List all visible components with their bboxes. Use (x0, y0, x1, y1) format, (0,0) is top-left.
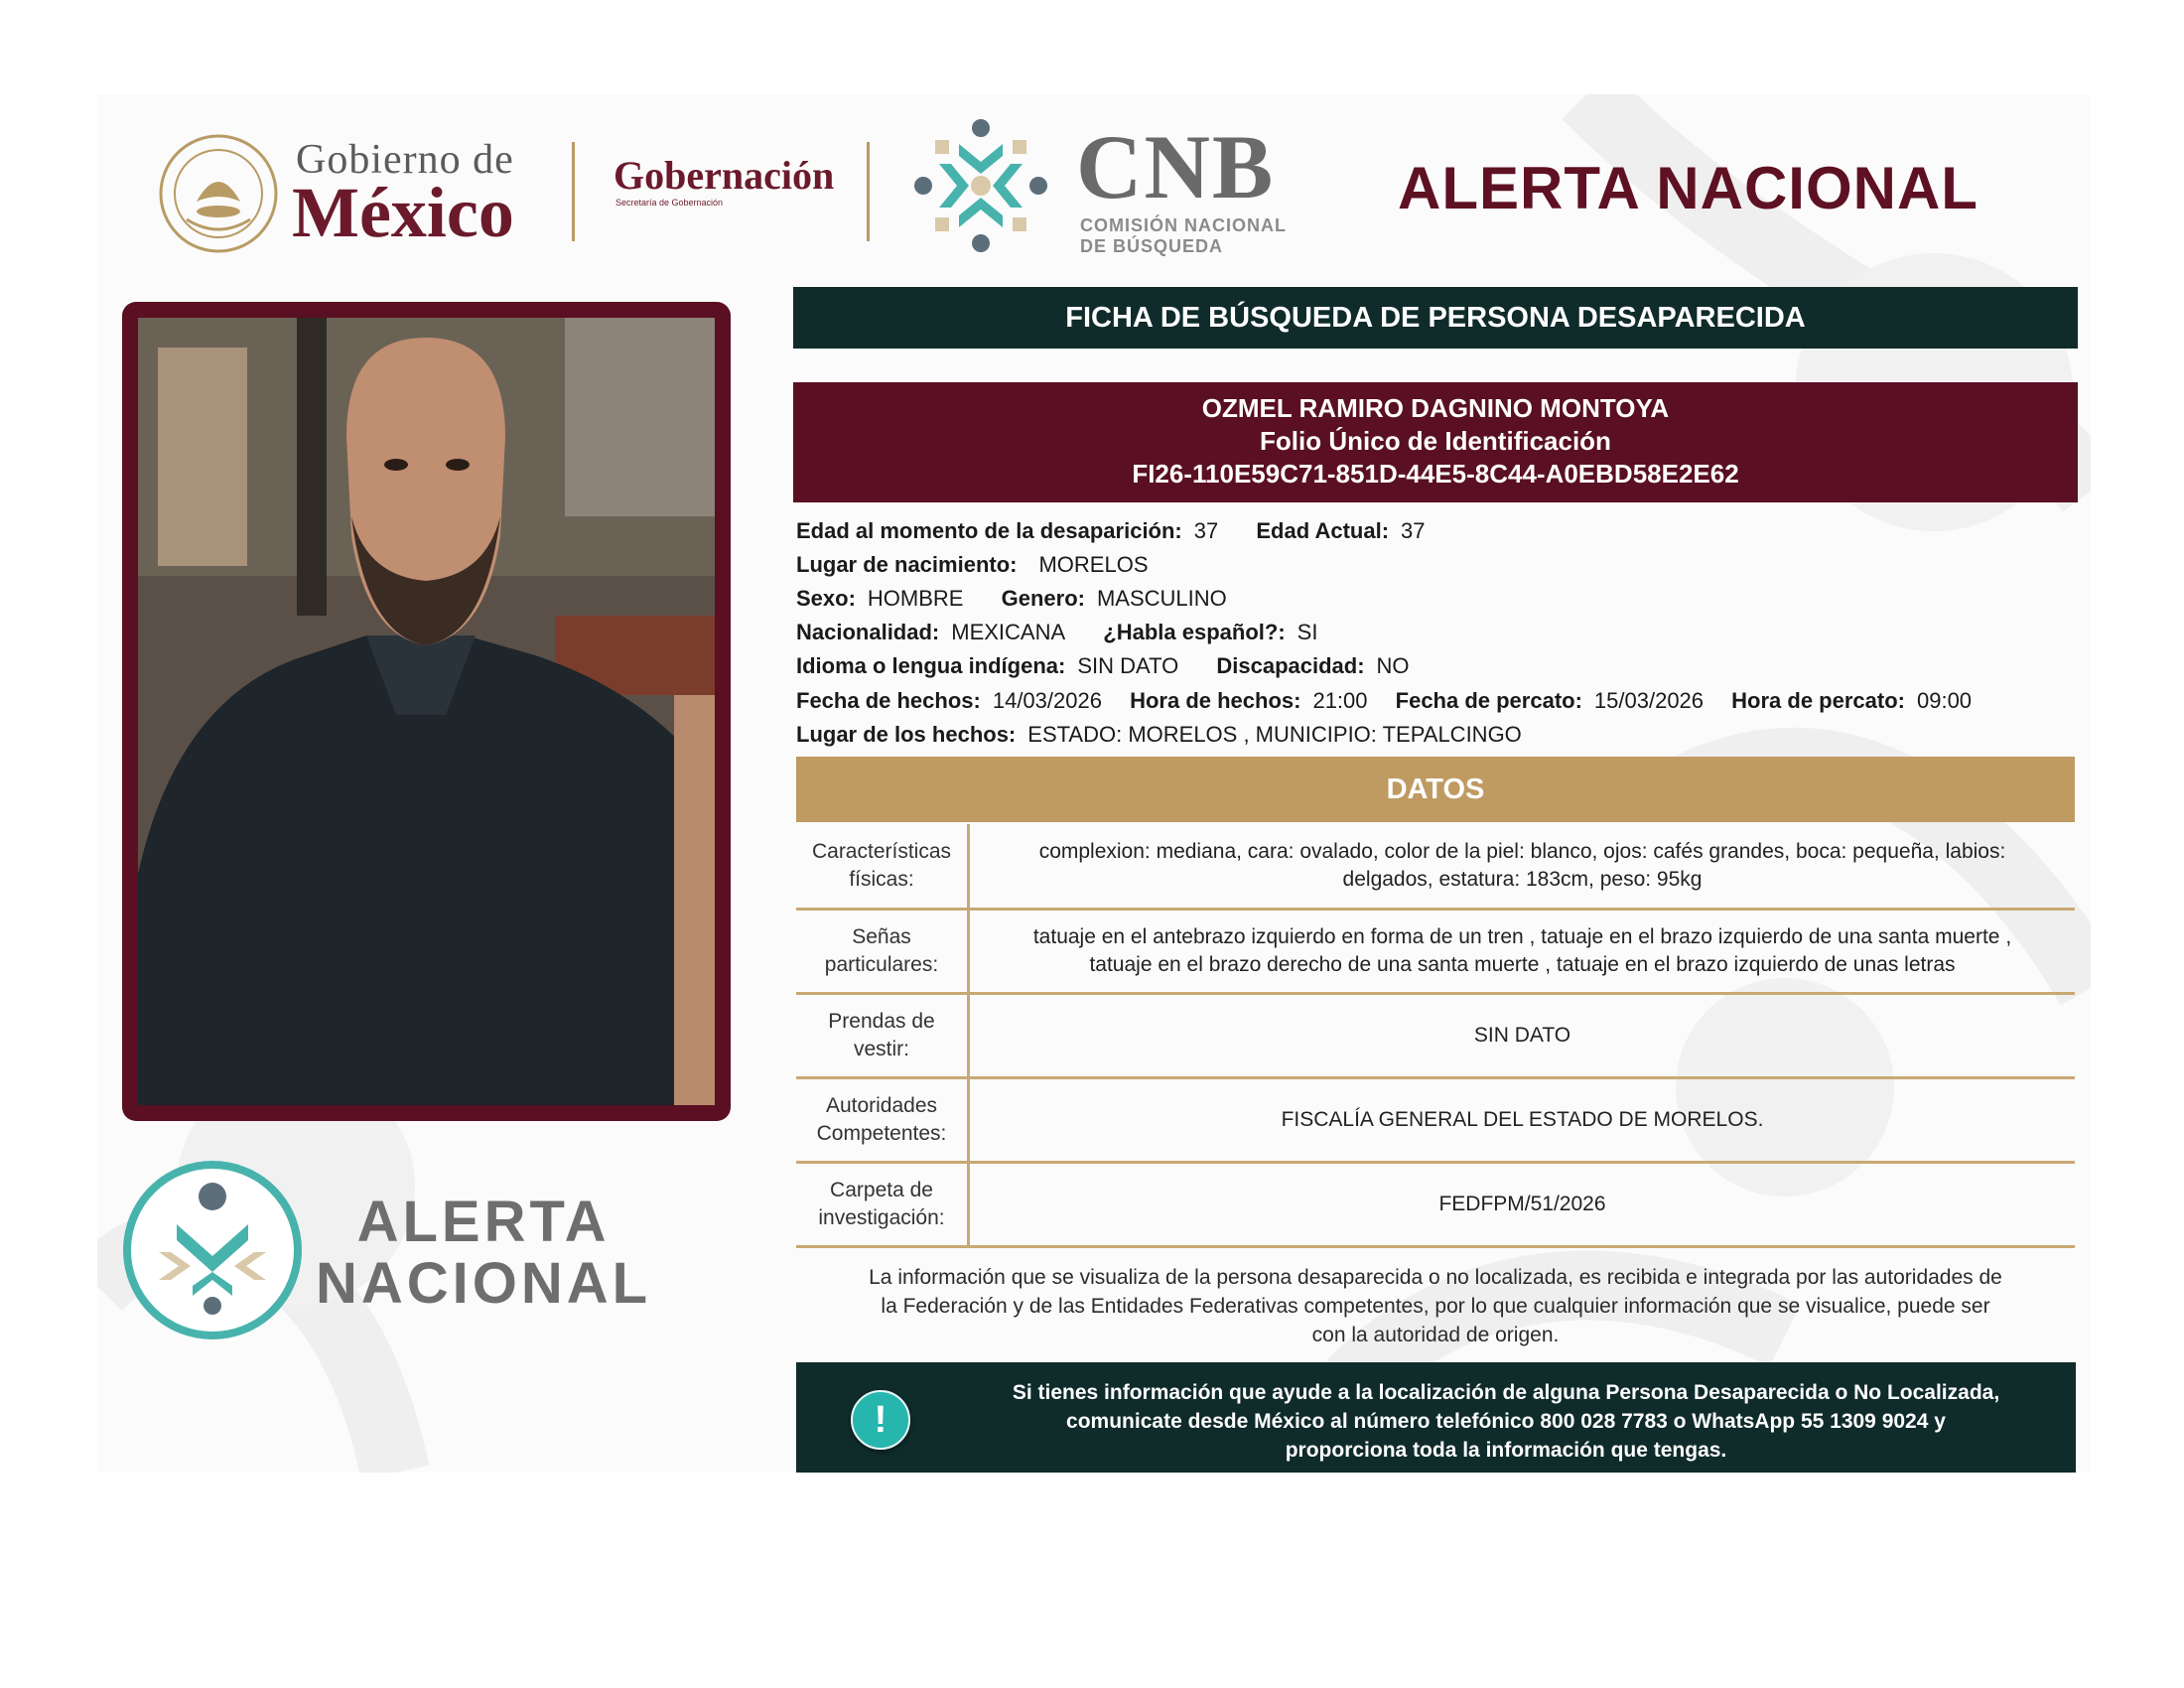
header-divider (572, 142, 575, 241)
row-label-line: Señas (852, 924, 911, 948)
field-value: MASCULINO (1096, 586, 1227, 611)
row-label (796, 1077, 969, 1162)
field-value: ESTADO: MORELOS , MUNICIPIO: TEPALCINGO (1027, 722, 1522, 747)
row-label-line: Características (811, 839, 952, 863)
row-value (969, 1162, 2076, 1246)
field-label: Lugar de nacimiento: (796, 552, 1018, 577)
row-label-line: Prendas de (828, 1009, 935, 1033)
details-row (796, 620, 1349, 645)
row-value (969, 1077, 2076, 1162)
table-row (796, 824, 2075, 909)
details-row (796, 688, 1972, 714)
alerta-nacional-wordmark (316, 1192, 651, 1315)
row-value-line: complexion: mediana, cara: ovalado, color de la piel: blanco, ojos: cafés grandes, boca: pequeña, labios: (1038, 839, 2006, 863)
cnb-subtitle (1080, 215, 1287, 257)
field-label: Edad al momento de la desaparición: (796, 518, 1182, 543)
field-value: 09:00 (1916, 688, 1973, 713)
row-label-line: particulares: (824, 952, 939, 976)
field-label: Fecha de hechos: (796, 688, 981, 713)
field-value: MEXICANA (951, 620, 1066, 644)
details-row (796, 518, 1457, 544)
field-value: 15/03/2026 (1593, 688, 1705, 713)
details-row (796, 552, 1180, 578)
row-label-line: Carpeta de (830, 1178, 933, 1201)
field-label: Lugar de los hechos: (796, 722, 1017, 747)
row-value-line: FEDFPM/51/2026 (1438, 1192, 1606, 1215)
field-value: 14/03/2026 (992, 688, 1102, 713)
exclamation-icon: ! (851, 1390, 910, 1450)
cnb-wordmark: CNB (1076, 116, 1276, 217)
contact-line: comunicate desde México al número telefónico 800 028 7783 o WhatsApp 55 1309 9024 y (1066, 1410, 1946, 1433)
row-label-line: Competentes: (816, 1121, 947, 1145)
field-value: 21:00 (1312, 688, 1368, 713)
field-label: ¿Habla español?: (1103, 620, 1286, 644)
row-label (796, 993, 969, 1077)
header (97, 94, 2091, 293)
table-row (796, 909, 2075, 993)
contact-banner (796, 1362, 2076, 1473)
row-label-line: físicas: (849, 867, 914, 891)
gobernacion-subtitle: Secretaría de Gobernación (615, 198, 724, 208)
field-value: 37 (1401, 518, 1426, 543)
person-photo (138, 318, 715, 1105)
field-label: Hora de percato: (1731, 688, 1905, 713)
disclaimer-line: La información que se visualiza de la persona desaparecida o no localizada, es recibida e integrada por las autoridades de (869, 1266, 2002, 1289)
field-value: 37 (1193, 518, 1219, 543)
row-label-line: vestir: (853, 1037, 909, 1060)
field-label: Genero: (1001, 586, 1085, 611)
person-header (793, 382, 2078, 502)
alerta-wordmark-line: NACIONAL (316, 1251, 652, 1316)
row-label (796, 824, 969, 909)
gobernacion-logo: Gobernación (614, 153, 835, 198)
field-value: SIN DATO (1077, 653, 1179, 678)
cnb-logo-icon (901, 106, 1060, 265)
row-label (796, 909, 969, 993)
person-name: OZMEL RAMIRO DAGNINO MONTOYA (1201, 393, 1670, 423)
person-photo-frame (122, 302, 731, 1121)
row-value-line: FISCALÍA GENERAL DEL ESTADO DE MORELOS. (1281, 1107, 1764, 1131)
field-label: Edad Actual: (1256, 518, 1390, 543)
row-value-line: tatuaje en el brazo derecho de una santa muerte , tatuaje en el brazo izquierdo de unas letras (1089, 952, 1956, 976)
row-label-line: Autoridades (825, 1093, 938, 1117)
table-row (796, 1162, 2075, 1246)
national-seal-icon (157, 132, 280, 255)
field-label: Idioma o lengua indígena: (796, 653, 1066, 678)
row-value (969, 824, 2076, 909)
row-value-line: tatuaje en el antebrazo izquierdo en forma de un tren , tatuaje en el brazo izquierdo de una santa muerte , (1032, 924, 2012, 948)
row-value (969, 909, 2076, 993)
field-label: Sexo: (796, 586, 856, 611)
datos-table (796, 824, 2075, 1248)
header-divider (867, 142, 870, 241)
contact-text (945, 1378, 2067, 1465)
field-value: HOMBRE (867, 586, 964, 611)
disclaimer-line: con la autoridad de origen. (1311, 1324, 1560, 1346)
field-label: Discapacidad: (1216, 653, 1365, 678)
row-value (969, 993, 2076, 1077)
row-value-line: delgados, estatura: 183cm, peso: 95kg (1342, 867, 1703, 891)
gobierno-line2: México (292, 173, 514, 252)
disclaimer-text (799, 1263, 2072, 1349)
alerta-nacional-logo-icon (119, 1157, 306, 1343)
folio-number: FI26-110E59C71-851D-44E5-8C44-A0EBD58E2E62 (1132, 459, 1739, 489)
details-row (796, 586, 1259, 612)
details-row (796, 722, 1554, 748)
gobierno-line1: Gobierno de (296, 137, 514, 183)
row-label-line: investigación: (818, 1205, 945, 1229)
alerta-wordmark-line: ALERTA (356, 1190, 611, 1254)
field-value: NO (1376, 653, 1410, 678)
details-row (796, 653, 1441, 679)
field-label: Fecha de percato: (1395, 688, 1582, 713)
field-label: Hora de hechos: (1130, 688, 1301, 713)
cnb-subtitle-line: DE BÚSQUEDA (1080, 236, 1224, 256)
row-value-line: SIN DATO (1473, 1023, 1571, 1047)
field-label: Nacionalidad: (796, 620, 940, 644)
datos-header: DATOS (796, 757, 2075, 822)
table-row (796, 1077, 2075, 1162)
row-label (796, 1162, 969, 1246)
field-value: MORELOS (1038, 552, 1149, 577)
field-value: SI (1297, 620, 1318, 644)
table-row (796, 993, 2075, 1077)
folio-label: Folio Único de Identificación (1260, 426, 1611, 456)
contact-line: proporciona toda la información que tengas. (1285, 1439, 1727, 1462)
contact-line: Si tienes información que ayude a la localización de alguna Persona Desaparecida o No Localizada, (1012, 1381, 2000, 1404)
cnb-subtitle-line: COMISIÓN NACIONAL (1080, 215, 1287, 235)
ficha-title: FICHA DE BÚSQUEDA DE PERSONA DESAPARECIDA (793, 287, 2078, 349)
disclaimer-line: la Federación y de las Entidades Federativas competentes, por lo que cualquier información que se visualice, puede ser (881, 1295, 1990, 1318)
alert-title: ALERTA NACIONAL (1398, 155, 1979, 221)
